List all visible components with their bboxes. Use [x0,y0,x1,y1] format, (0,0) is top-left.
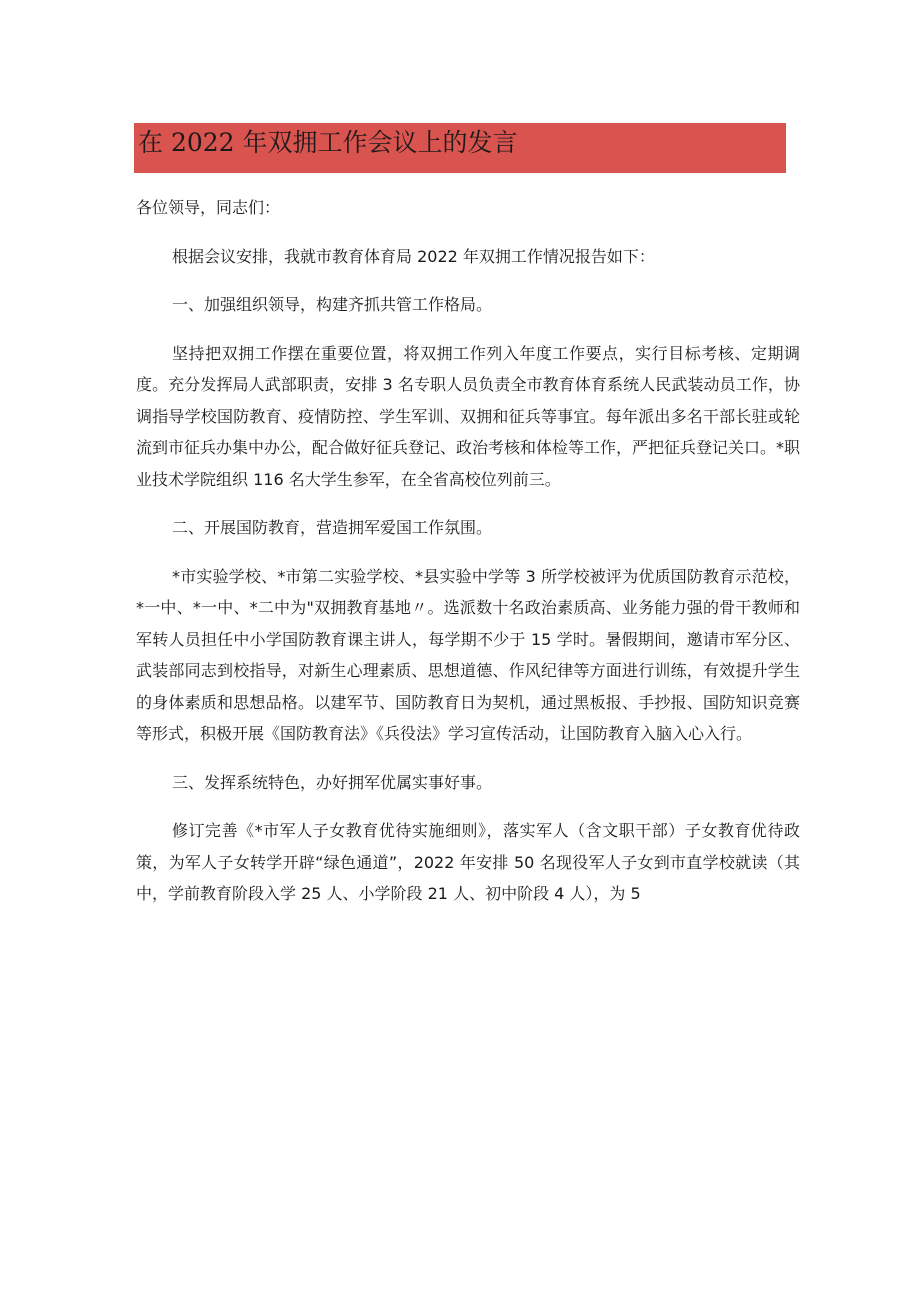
document-title: 在 2022 年双拥工作会议上的发言 [138,128,518,157]
section-2-body: *市实验学校、*市第二实验学校、*县实验中学等 3 所学校被评为优质国防教育示范校，*一中、*一中、*二中为"双拥教育基地〃。选派数十名政治素质高、业务能力强的骨干教师和军转人员担任中小学国防教育课主讲人，每学期不少于 15 学时。暑假期间，邀请市军分区、武装部同志到校指导，对新生心理素质、思想道德、作风纪律等方面进行训练，有效提升学生的身体素质和思想品格。以建军节、国防教育日为契机，通过黑板报、手抄报、国防知识竞赛等形式，积极开展《国防教育法》《兵役法》学习宣传活动，让国防教育入脑入心入行。 [136,566,800,743]
section-3-heading: 三、发挥系统特色，办好拥军优属实事好事。 [172,772,493,792]
section-2-heading: 二、开展国防教育，营造拥军爱国工作氛围。 [172,518,493,537]
title-banner [134,123,786,173]
section-3-body: 修订完善《*市军人子女教育优待实施细则》，落实军人（含文职干部）子女教育优待政策，为军人子女转学开辟“绿色通道”，2022 年安排 50 名现役军人子女到市直学校就读（其中，学前教育阶段入学 25 人、小学阶段 21 人、初中阶段 4 人），为 5 [136,821,800,903]
section-1-body: 坚持把双拥工作摆在重要位置，将双拥工作列入年度工作要点，实行目标考核、定期调度。充分发挥局人武部职责，安排 3 名专职人员负责全市教育体育系统人民武装动员工作，协调指导学校国防教育、疫情防控、学生军训、双拥和征兵等事宜。每年派出多名干部长驻或轮流到市征兵办集中办公，配合做好征兵登记、政治考核和体检等工作，严把征兵登记关口。*职业技术学院组织 116 名大学生参军，在全省高校位列前三。 [136,343,801,489]
document-body [136,192,800,927]
intro-paragraph: 根据会议安排，我就市教育体育局 2022 年双拥工作情况报告如下： [172,246,655,266]
salutation: 各位领导，同志们： [136,198,281,217]
section-1-heading: 一、加强组织领导，构建齐抓共管工作格局。 [172,295,493,314]
